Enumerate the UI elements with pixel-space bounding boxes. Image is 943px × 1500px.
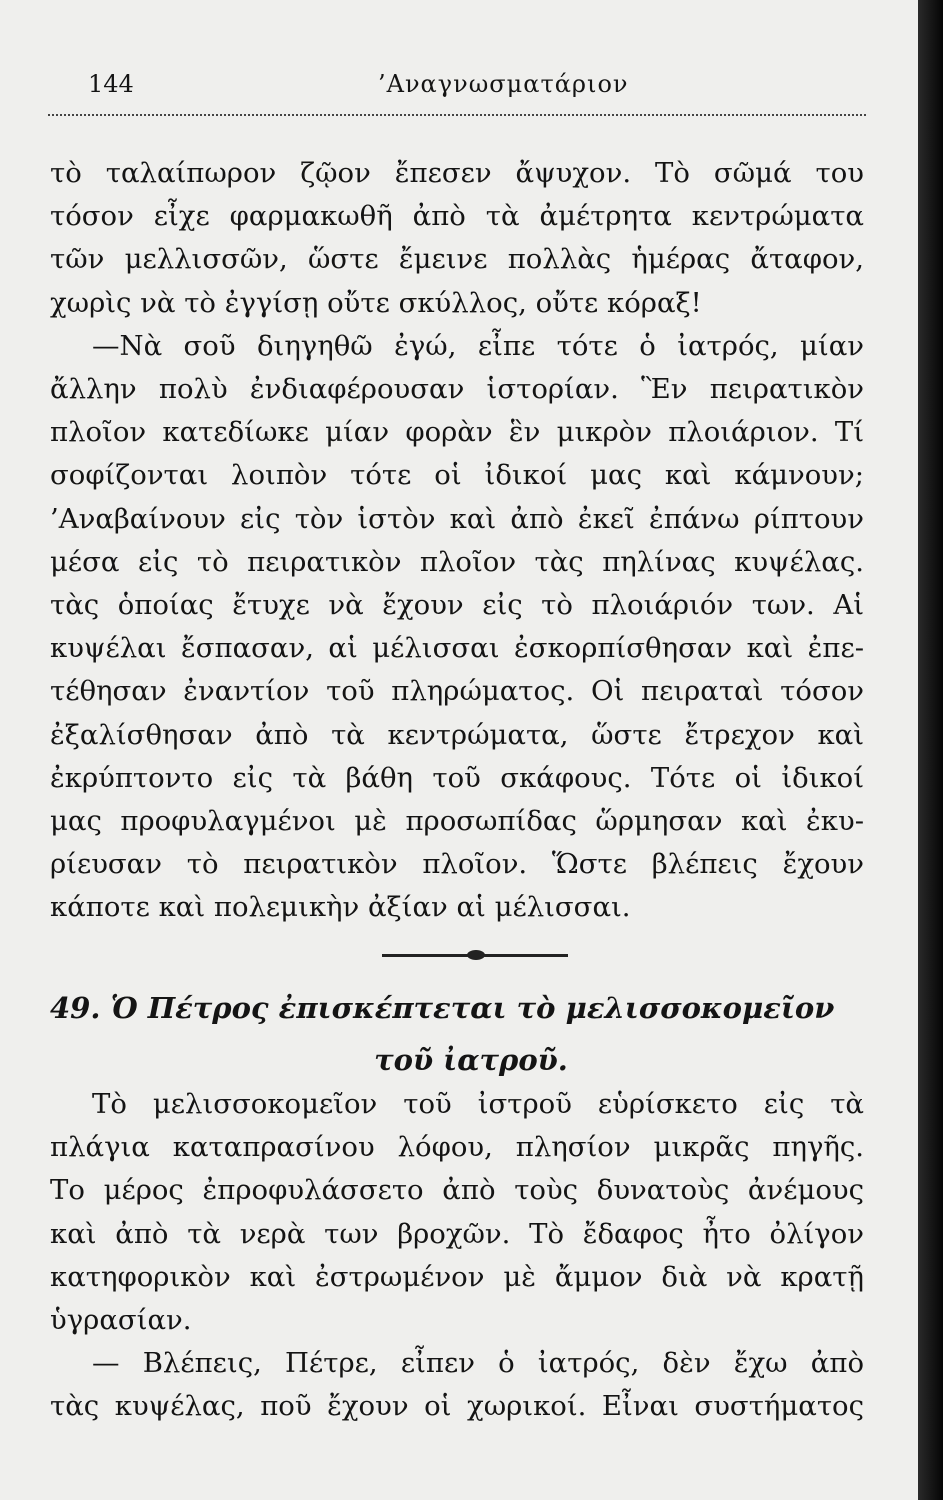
text-line: σοφίζονται λοιπὸν τότε οἱ ἰδικοί μας καὶ κάμνουν; <box>50 459 864 492</box>
text-line: τὰς κυψέλας, ποῦ ἔχουν οἱ χωρικοί. Εἶναι συστήματος <box>50 1390 864 1423</box>
text-line: κυψέλαι ἔσπασαν, αἱ μέλισσαι ἐσκορπίσθησαν καὶ ἐπε- <box>50 632 864 665</box>
section-paragraphs <box>50 1083 864 1429</box>
text-line: Τὸ μελισσοκομεῖον τοῦ ἰστροῦ εὑρίσκετο εἰς τὰ <box>92 1088 864 1120</box>
text-line: χωρὶς νὰ τὸ ἐγγίσῃ οὔτε σκύλλος, οὔτε κόραξ! <box>50 286 702 319</box>
text-line: κάποτε καὶ πολεμικὴν ἀξίαν αἱ μέλισσαι. <box>50 891 631 924</box>
separator-ornament <box>467 950 485 960</box>
body-paragraphs <box>50 152 864 930</box>
text-line: μέσα εἰς τὸ πειρατικὸν πλοῖον τὰς πηλίνας κυψέλας. <box>50 545 864 578</box>
header-divider <box>48 114 866 116</box>
text-line: πλάγια καταπρασίνου λόφου, πλησίον μικρᾶς πηγῆς. <box>50 1131 864 1164</box>
page-edge-shadow <box>918 0 943 1500</box>
running-title: ’Αναγνωσματάριον <box>378 70 629 98</box>
text-line: τέθησαν ἐναντίον τοῦ πληρώματος. Οἱ πειραταὶ τόσον <box>50 675 864 708</box>
text-line: ἄλλην πολὺ ἐνδιαφέρουσαν ἱστορίαν. Ἓν πειρατικὸν <box>50 373 864 406</box>
text-line: τὸ ταλαίπωρον ζῷον ἔπεσεν ἄψυχον. Τὸ σῶμά του <box>50 157 864 189</box>
text-line: τόσον εἶχε φαρμακωθῆ ἀπὸ τὰ ἀμέτρητα κεντρώματα <box>50 200 864 233</box>
text-line: ρίευσαν τὸ πειρατικὸν πλοῖον. Ὥστε βλέπεις ἔχουν <box>50 848 864 881</box>
text-line: μας προφυλαγμένοι μὲ προσωπίδας ὥρμησαν καὶ ἐκυ- <box>50 805 864 838</box>
text-line: τὰς ὁποίας ἔτυχε νὰ ἔχουν εἰς τὸ πλοιάριόν των. Αἱ <box>50 589 864 622</box>
section-title-continued: τοῦ ἰατροῦ. <box>374 1043 568 1077</box>
section-heading <box>50 982 864 1086</box>
text-line: ἐξαλίσθησαν ἀπὸ τὰ κεντρώματα, ὥστε ἔτρεχον καὶ <box>50 718 864 751</box>
section-number: 49. <box>50 991 101 1025</box>
text-line: ’Αναβαίνουν εἰς τὸν ἱστὸν καὶ ἀπὸ ἐκεῖ ἐπάνω ρίπτουν <box>50 502 864 535</box>
text-line: ὑγρασίαν. <box>50 1304 192 1337</box>
text-line: —Νὰ σοῦ διηγηθῶ ἐγώ, εἶπε τότε ὁ ἰατρός, μίαν <box>92 329 864 362</box>
section-title-line <box>50 982 864 1034</box>
section-title: Ὁ Πέτρος ἐπισκέπτεται τὸ μελισσοκομεῖον <box>110 991 835 1025</box>
text-line: ἐκρύπτοντο εἰς τὰ βάθη τοῦ σκάφους. Τότε οἱ ἰδικοί <box>50 761 864 794</box>
text-line: Το μέρος ἐπροφυλάσσετο ἀπὸ τοὺς δυνατοὺς ἀνέμους <box>50 1174 864 1207</box>
text-line: καὶ ἀπὸ τὰ νερὰ των βροχῶν. Τὸ ἔδαφος ἦτο ὀλίγον <box>50 1217 864 1250</box>
text-line: πλοῖον κατεδίωκε μίαν φορὰν ἓν μικρὸν πλοιάριον. Τί <box>50 416 864 449</box>
page-header <box>88 62 868 106</box>
page-number: 144 <box>88 70 134 98</box>
text-line: — Βλέπεις, Πέτρε, εἶπεν ὁ ἰατρός, δὲν ἔχω ἀπὸ <box>92 1347 864 1380</box>
text-line: τῶν μελλισσῶν, ὥστε ἔμεινε πολλὰς ἡμέρας ἄταφον, <box>50 243 864 276</box>
text-line: κατηφορικὸν καὶ ἐστρωμένον μὲ ἄμμον διὰ νὰ κρατῇ <box>50 1260 864 1293</box>
